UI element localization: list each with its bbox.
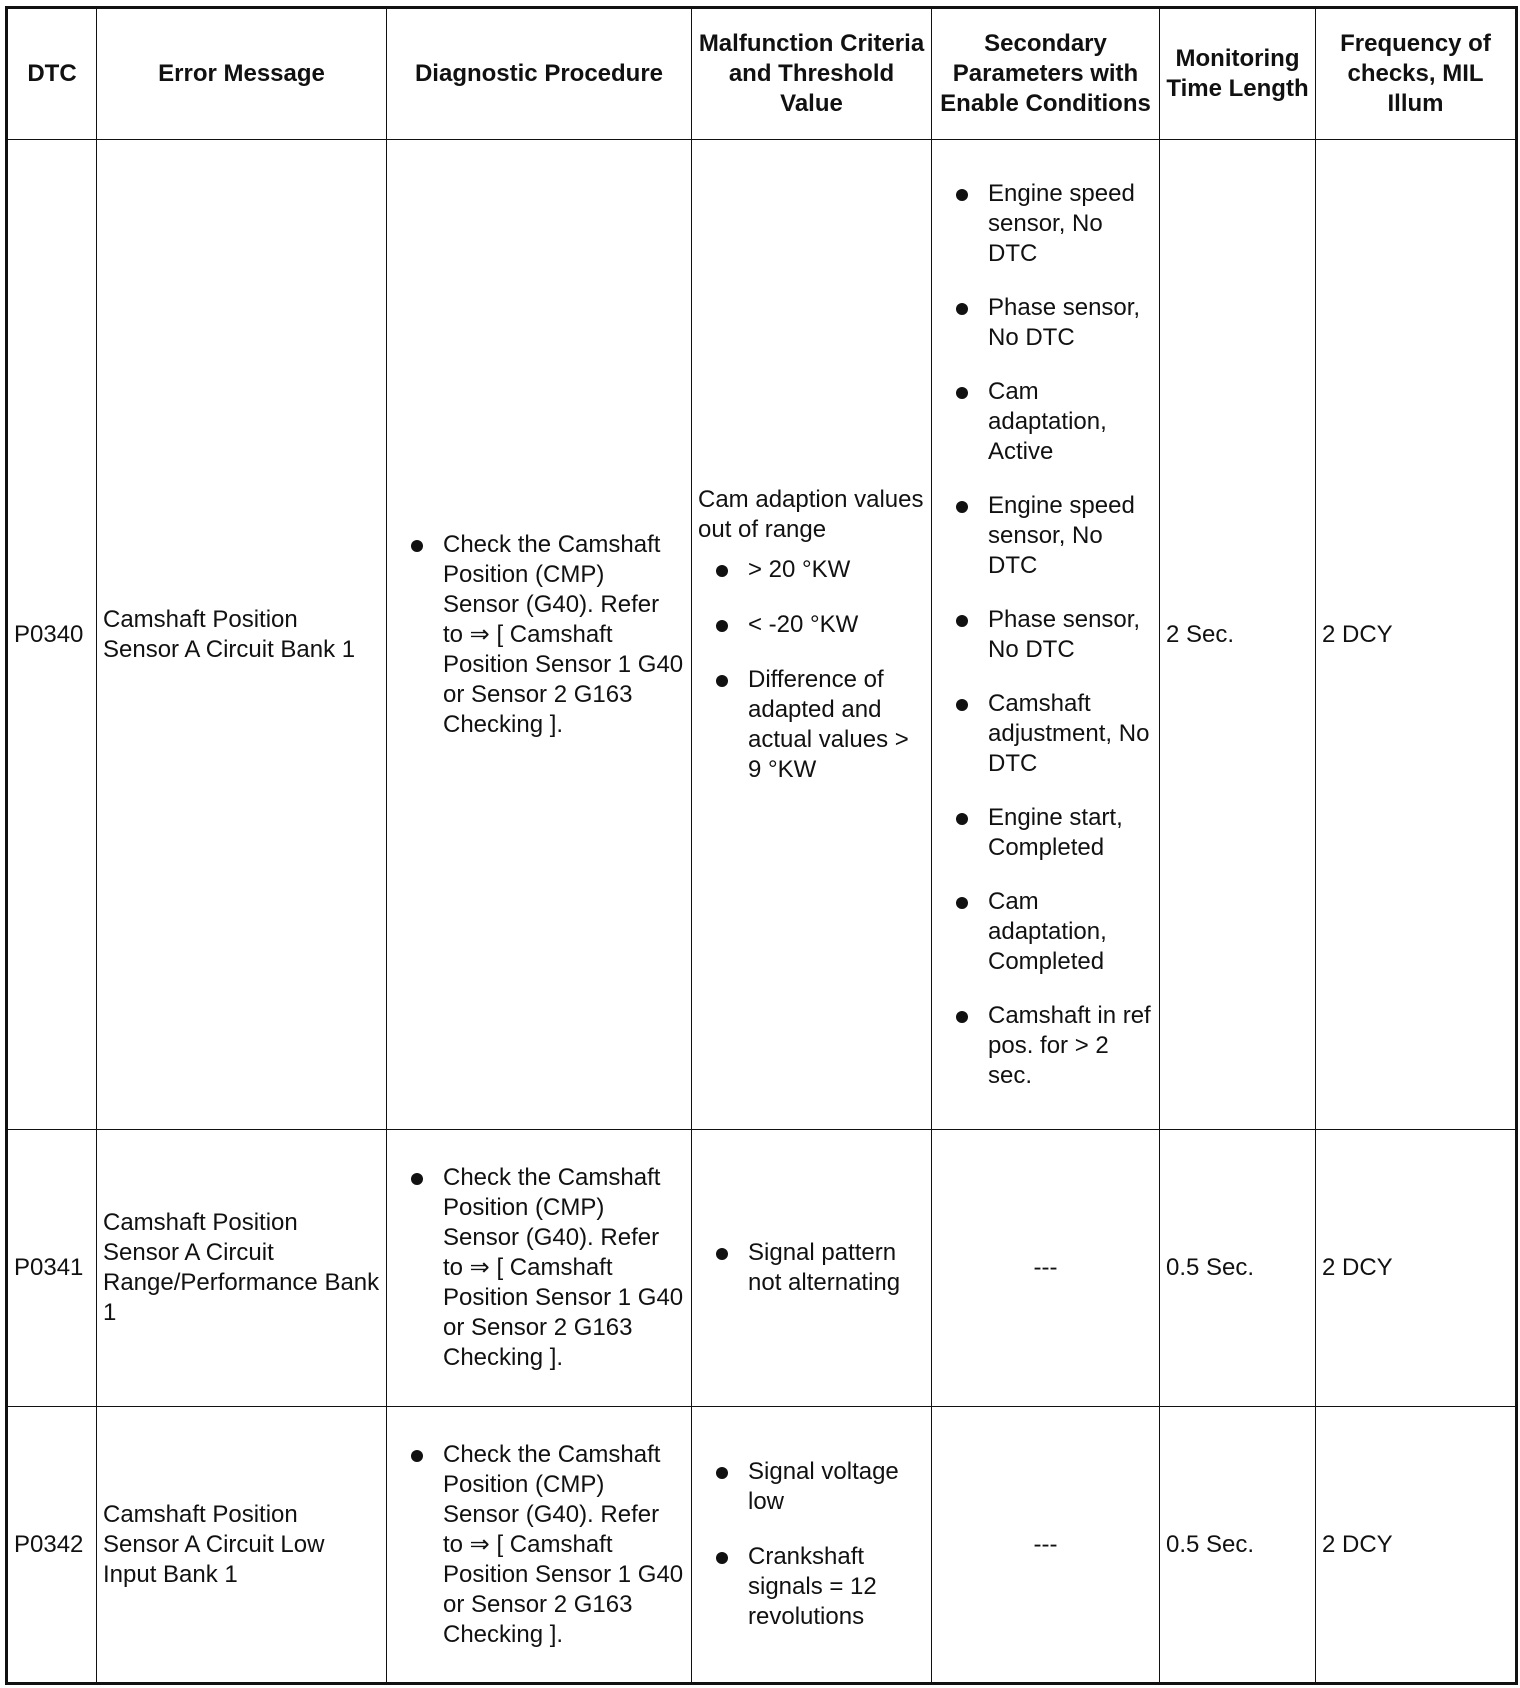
error-message: Camshaft Position Sensor A Circuit Range/Performance Bank 1 [97,1130,387,1407]
header-secondary-parameters: Secondary Parameters with Enable Conditions [932,8,1160,140]
secondary-parameters [932,140,1160,1130]
header-dtc: DTC [7,8,97,140]
error-message: Camshaft Position Sensor A Circuit Low Input Bank 1 [97,1407,387,1684]
criteria-item: Signal pattern not alternating [698,1238,925,1298]
table-row [7,1407,1517,1684]
dtc-code: P0342 [7,1407,97,1684]
criteria-list [698,555,925,785]
diagnostic-procedure [387,1407,692,1684]
secondary-item: Cam adaptation, Completed [938,887,1153,977]
procedure-list [393,530,685,740]
header-malfunction-criteria: Malfunction Criteria and Threshold Value [692,8,932,140]
secondary-item: Phase sensor, No DTC [938,605,1153,665]
secondary-item: Camshaft in ref pos. for > 2 sec. [938,1001,1153,1091]
secondary-item: Engine start, Completed [938,803,1153,863]
monitoring-time: 0.5 Sec. [1160,1407,1316,1684]
table-row [7,140,1517,1130]
criteria-list [698,1238,925,1298]
procedure-list [393,1163,685,1373]
secondary-item: Engine speed sensor, No DTC [938,179,1153,269]
frequency: 2 DCY [1316,1130,1517,1407]
header-diagnostic-procedure: Diagnostic Procedure [387,8,692,140]
dtc-code: P0340 [7,140,97,1130]
criteria-item: Crankshaft signals = 12 revolutions [698,1542,925,1632]
criteria-item: Difference of adapted and actual values > 9 °KW [698,665,925,785]
criteria-item: > 20 °KW [698,555,925,585]
malfunction-criteria [692,1407,932,1684]
header-frequency: Frequency of checks, MIL Illum [1316,8,1517,140]
secondary-parameters: --- [932,1130,1160,1407]
criteria-intro: Cam adaption values out of range [698,485,924,543]
secondary-item: Camshaft adjustment, No DTC [938,689,1153,779]
table-row [7,1130,1517,1407]
malfunction-criteria [692,140,932,1130]
monitoring-time: 2 Sec. [1160,140,1316,1130]
procedure-item: Check the Camshaft Position (CMP) Sensor (G40). Refer to ⇒ [ Camshaft Position Sensor 1 G40 or Sensor 2 G163 Checking ]. [393,1163,685,1373]
dtc-table [5,6,1518,1685]
secondary-item: Cam adaptation, Active [938,377,1153,467]
diagnostic-procedure [387,140,692,1130]
secondary-parameters: --- [932,1407,1160,1684]
secondary-list [938,179,1153,1091]
criteria-item: < -20 °KW [698,610,925,640]
header-monitoring-time: Monitoring Time Length [1160,8,1316,140]
header-row [7,8,1517,140]
header-error-message: Error Message [97,8,387,140]
frequency: 2 DCY [1316,1407,1517,1684]
criteria-list [698,1457,925,1632]
diagnostic-procedure [387,1130,692,1407]
secondary-item: Engine speed sensor, No DTC [938,491,1153,581]
frequency: 2 DCY [1316,140,1517,1130]
criteria-item: Signal voltage low [698,1457,925,1517]
procedure-item: Check the Camshaft Position (CMP) Sensor (G40). Refer to ⇒ [ Camshaft Position Sensor 1 G40 or Sensor 2 G163 Checking ]. [393,1440,685,1650]
secondary-item: Phase sensor, No DTC [938,293,1153,353]
procedure-list [393,1440,685,1650]
error-message: Camshaft Position Sensor A Circuit Bank 1 [97,140,387,1130]
monitoring-time: 0.5 Sec. [1160,1130,1316,1407]
dtc-code: P0341 [7,1130,97,1407]
procedure-item: Check the Camshaft Position (CMP) Sensor (G40). Refer to ⇒ [ Camshaft Position Sensor 1 G40 or Sensor 2 G163 Checking ]. [393,530,685,740]
malfunction-criteria [692,1130,932,1407]
